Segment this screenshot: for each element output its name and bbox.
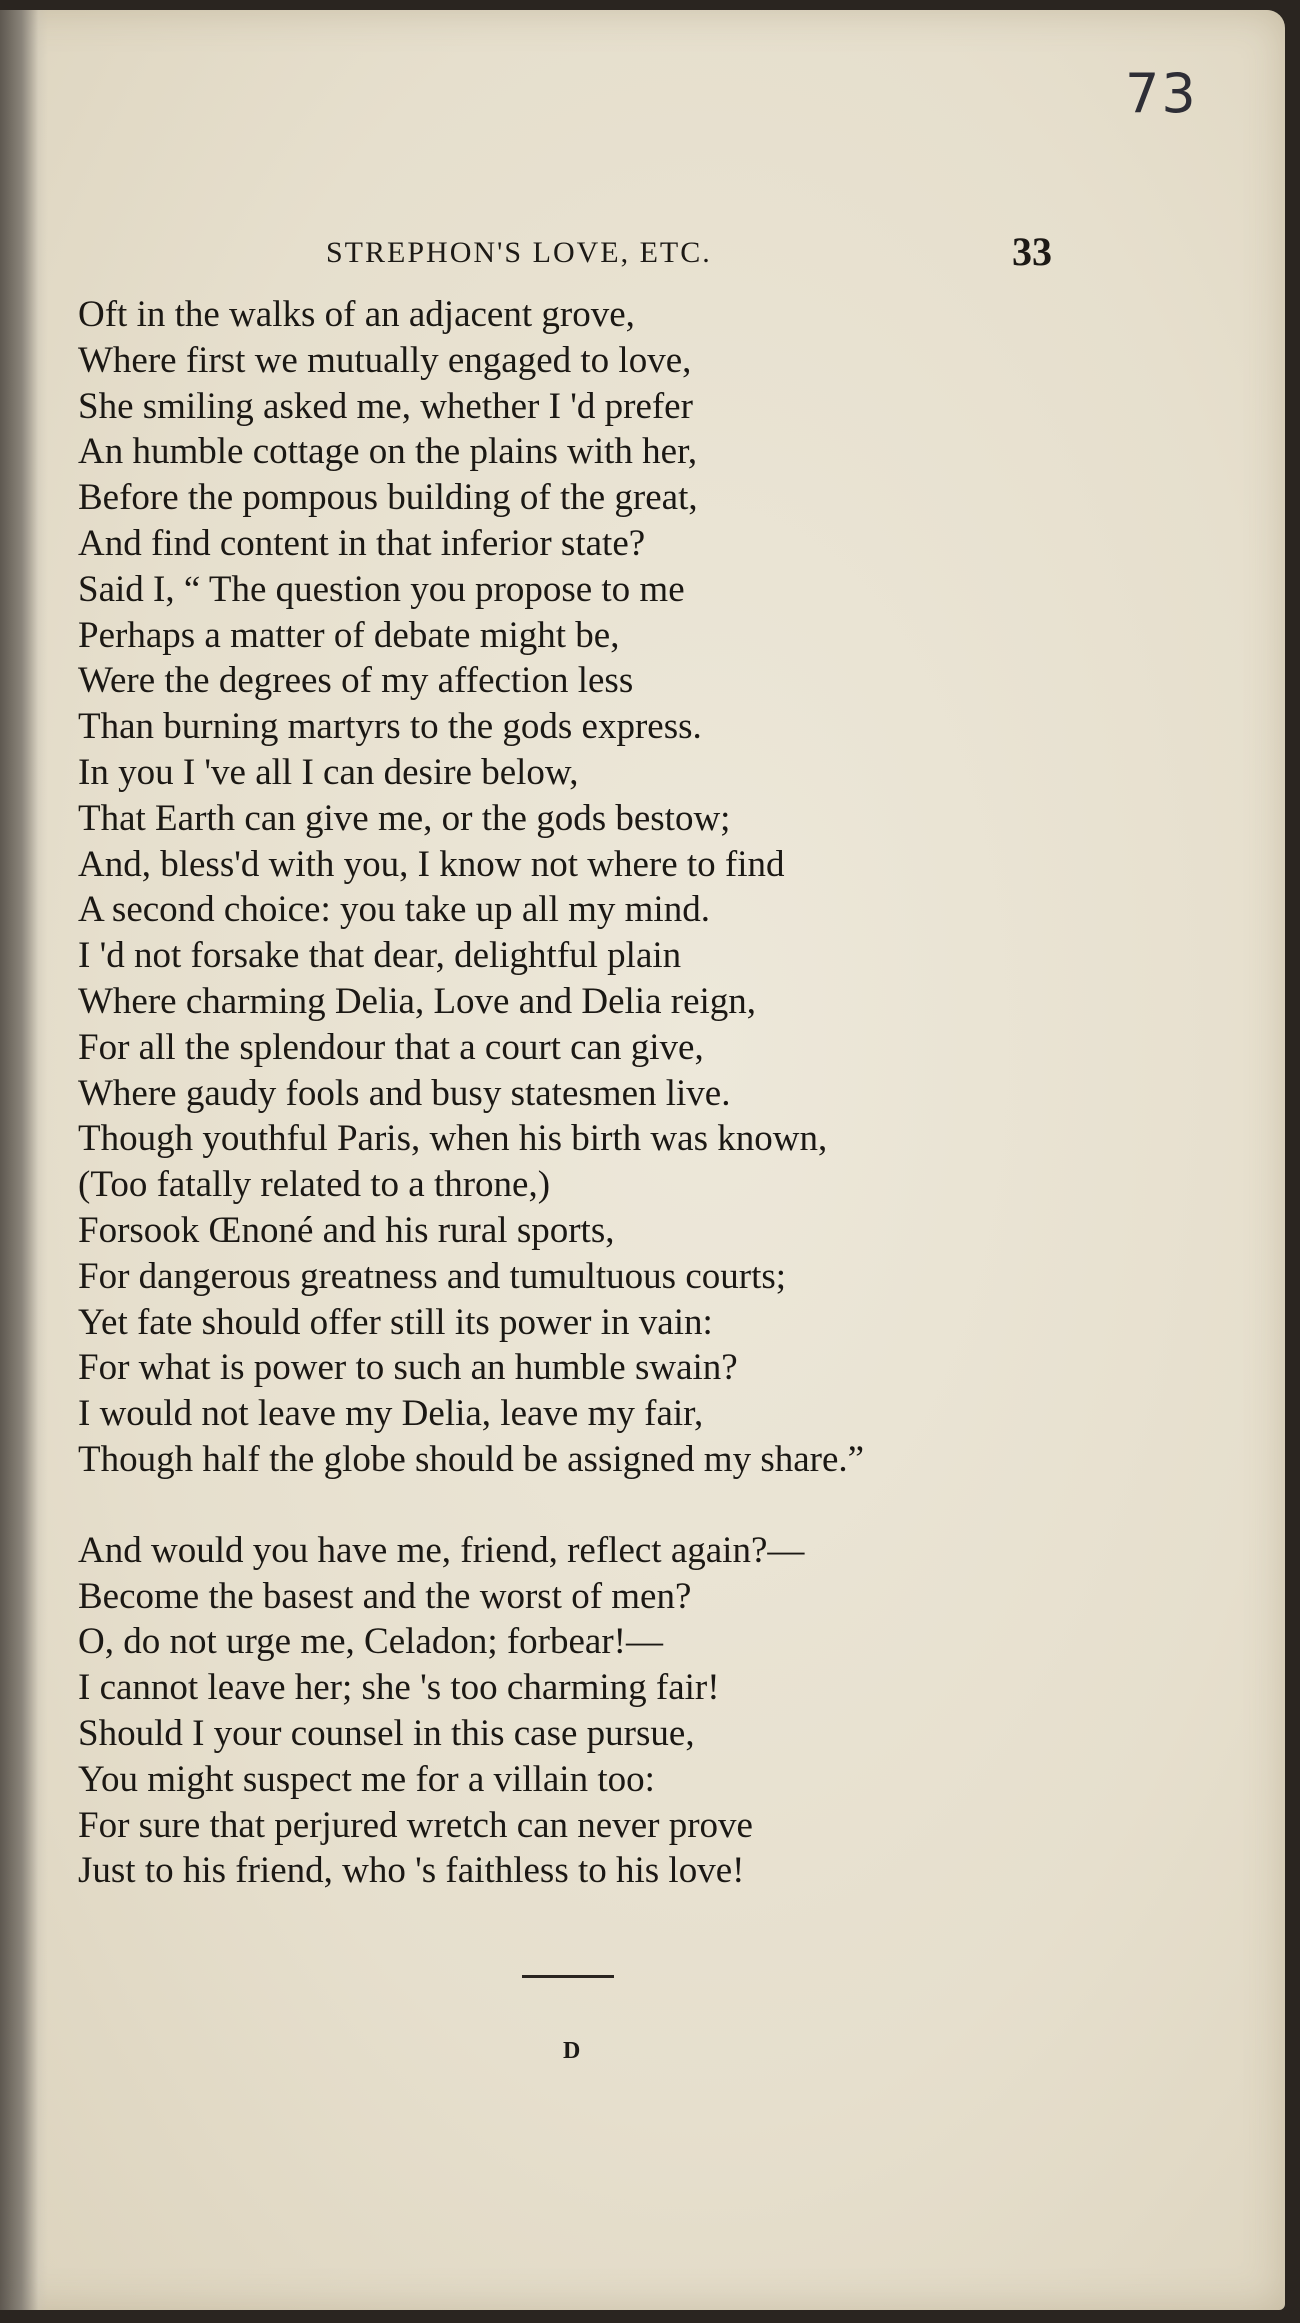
poem-line: That Earth can give me, or the gods bestow; [78, 797, 731, 839]
poem-line: Where gaudy fools and busy statesmen live. [78, 1072, 731, 1114]
signature-mark: D [563, 2038, 581, 2064]
poem-line: Just to his friend, who 's faithless to his love! [78, 1850, 745, 1892]
poem-line: Before the pompous building of the great, [78, 477, 698, 519]
poem-line: (Too fatally related to a throne,) [78, 1164, 551, 1206]
handwritten-page-stamp: 73 [1125, 62, 1198, 125]
poem-line: Where charming Delia, Love and Delia reign, [78, 980, 757, 1022]
poem-line: Though half the globe should be assigned my share.” [78, 1438, 865, 1480]
poem-line: Should I your counsel in this case pursue, [78, 1712, 695, 1754]
poem-line: In you I 've all I can desire below, [78, 751, 579, 793]
poem-line: She smiling asked me, whether I 'd prefer [78, 385, 693, 427]
poem-line: Oft in the walks of an adjacent grove, [78, 294, 635, 335]
stanza [78, 292, 1218, 1483]
poem-line: A second choice: you take up all my mind. [78, 889, 710, 931]
poem-line: An humble cottage on the plains with her, [78, 431, 698, 473]
poem-line: Forsook Œnoné and his rural sports, [78, 1209, 615, 1251]
poem-line: I 'd not forsake that dear, delightful plain [78, 935, 682, 977]
poem-line: Though youthful Paris, when his birth was known, [78, 1118, 828, 1160]
poem-line: I would not leave my Delia, leave my fair, [78, 1393, 704, 1435]
poem-line: You might suspect me for a villain too: [78, 1758, 655, 1800]
poem-line: Said I, “ The question you propose to me [78, 568, 685, 610]
poem-line: For sure that perjured wretch can never prove [78, 1804, 753, 1846]
poem-line: Where first we mutually engaged to love, [78, 339, 692, 381]
poem-line: For dangerous greatness and tumultuous courts; [78, 1255, 787, 1297]
poem-line: For all the splendour that a court can give, [78, 1026, 704, 1068]
poem-line: Become the basest and the worst of men? [78, 1575, 692, 1617]
poem-line: Than burning martyrs to the gods express. [78, 706, 702, 748]
page-number: 33 [1012, 229, 1052, 274]
poem-line: And find content in that inferior state? [78, 522, 646, 564]
poem-line: And, bless'd with you, I know not where to find [78, 843, 785, 885]
section-rule [522, 1975, 614, 1978]
poem-line: Yet fate should offer still its power in vain: [78, 1301, 713, 1343]
poem-line: I cannot leave her; she 's too charming fair! [78, 1667, 720, 1709]
stanza [78, 1528, 1218, 1894]
poem-line: Perhaps a matter of debate might be, [78, 614, 620, 656]
poem-line: Were the degrees of my affection less [78, 660, 634, 702]
poem-text [78, 292, 1218, 1894]
running-header: STREPHON'S LOVE, ETC. [326, 236, 712, 269]
poem-line: For what is power to such an humble swain? [78, 1347, 738, 1389]
binding-gutter [0, 10, 48, 2310]
poem-line: O, do not urge me, Celadon; forbear!— [78, 1621, 663, 1663]
poem-line: And would you have me, friend, reflect again?— [78, 1529, 805, 1571]
